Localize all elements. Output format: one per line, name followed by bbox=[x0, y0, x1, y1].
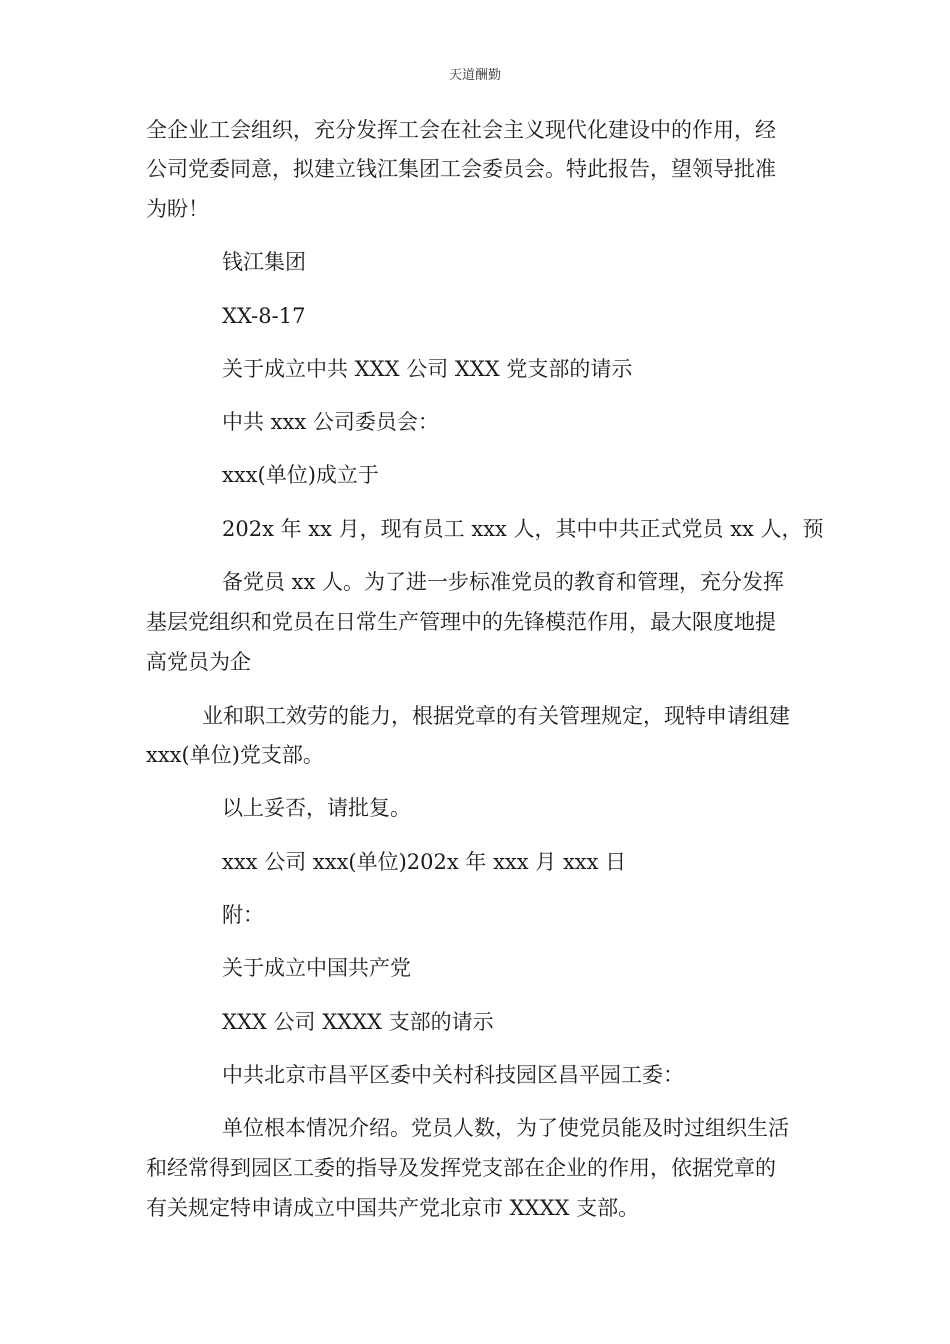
text-line: 中共 xxx 公司委员会： bbox=[222, 410, 439, 434]
text-line: 以上妥否，请批复。 bbox=[222, 796, 411, 820]
text-line: 202x 年 xx 月，现有员工 xxx 人，其中中共正式党员 xx 人，预 bbox=[222, 517, 824, 541]
text-line: 高党员为企 bbox=[146, 650, 251, 674]
text-line: 公司党委同意，拟建立钱江集团工会委员会。特此报告，望领导批准 bbox=[146, 157, 776, 181]
text-line: 全企业工会组织，充分发挥工会在社会主义现代化建设中的作用，经 bbox=[146, 118, 776, 142]
text-line: 为盼！ bbox=[146, 197, 209, 221]
text-line: 备党员 xx 人。为了进一步标准党员的教育和管理，充分发挥 bbox=[222, 570, 785, 594]
text-line: xxx(单位)成立于 bbox=[222, 463, 379, 487]
text-line: 中共北京市昌平区委中关村科技园区昌平园工委： bbox=[222, 1063, 684, 1087]
text-line: 附： bbox=[222, 903, 264, 927]
text-line: 关于成立中国共产党 bbox=[222, 956, 411, 980]
text-line: XX-8-17 bbox=[222, 304, 306, 328]
text-line: xxx 公司 xxx(单位)202x 年 xxx 月 xxx 日 bbox=[222, 850, 627, 874]
text-line: xxx(单位)党支部。 bbox=[146, 743, 324, 767]
page-header: 天道酬勤 bbox=[448, 68, 501, 83]
text-line: 关于成立中共 XXX 公司 XXX 党支部的请示 bbox=[222, 357, 633, 381]
text-line: 业和职工效劳的能力，根据党章的有关管理规定，现特申请组建 bbox=[202, 704, 790, 728]
text-line: 有关规定特申请成立中国共产党北京市 XXXX 支部。 bbox=[146, 1196, 640, 1220]
text-line: 基层党组织和党员在日常生产管理中的先锋模范作用，最大限度地提 bbox=[146, 610, 776, 634]
text-line: 单位根本情况介绍。党员人数，为了使党员能及时过组织生活 bbox=[222, 1116, 789, 1140]
text-line: XXX 公司 XXXX 支部的请示 bbox=[222, 1010, 494, 1034]
text-line: 钱江集团 bbox=[222, 250, 306, 274]
text-line: 和经常得到园区工委的指导及发挥党支部在企业的作用，依据党章的 bbox=[146, 1156, 776, 1180]
